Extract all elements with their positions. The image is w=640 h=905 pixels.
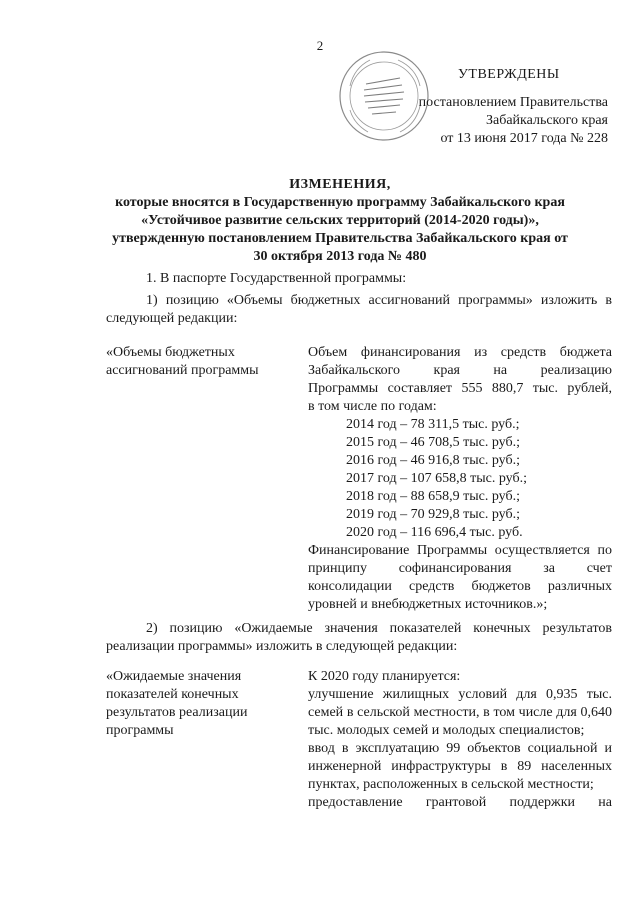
results-table-label [106, 668, 276, 740]
approval-line-3: от 13 июня 2017 года № 228 [440, 131, 608, 146]
budget-year-2017: 2017 год – 107 658,8 тыс. руб.; [346, 471, 527, 486]
approval-line-2: Забайкальского края [485, 113, 608, 128]
budget-intro-line-4: в том числе по годам: [308, 399, 437, 414]
budget-year-2015: 2015 год – 46 708,5 тыс. руб.; [346, 435, 520, 450]
budget-year-2020: 2020 год – 116 696,4 тыс. руб. [346, 525, 523, 540]
heading-title: ИЗМЕНЕНИЯ, [289, 177, 391, 192]
results-item-housing: улучшение жилищных условий для 0,935 тыс. семей в сельской местности, в том числе для 0,640 тыс. молодых семей и молодых специалистов; [308, 687, 612, 738]
budget-table-value [308, 344, 612, 614]
section1-para1: 1. В паспорте Государственной программы: [146, 271, 407, 286]
heading-line-1: которые вносятся в Государственную программу Забайкальского края [115, 195, 565, 210]
budget-financing-text: Финансирование Программы осуществляется по принципу софинансирования за счет консолидации средств бюджетов различных уровней и внебюджетных источников.»; [308, 543, 612, 612]
section1-para2: 1) позицию «Объемы бюджетных ассигнований программы» изложить в следующей редакции: [106, 293, 612, 326]
heading-line-4: 30 октября 2013 года № 480 [253, 249, 427, 264]
heading-line-2: «Устойчивое развитие сельских территорий (2014-2020 годы)», [141, 213, 539, 228]
page-number: 2 [316, 38, 324, 53]
results-label-line-1: «Ожидаемые значения [106, 669, 242, 684]
approved-label: УТВЕРЖДЕНЫ [458, 67, 560, 82]
results-item-grants: предоставление грантовой поддержки на [308, 795, 612, 810]
approval-block [396, 66, 636, 148]
budget-year-2019: 2019 год – 70 929,8 тыс. руб.; [346, 507, 520, 522]
budget-intro-line-3: Программы составляет 555 880,7 тыс. рублей, [308, 381, 612, 396]
results-label-line-2: показателей конечных [106, 687, 239, 702]
heading-line-3: утвержденную постановлением Правительства Забайкальского края от [112, 231, 568, 246]
approval-line-1: постановлением Правительства [418, 95, 608, 110]
section2-para: 2) позицию «Ожидаемые значения показателей конечных результатов реализации программы» изложить в следующей редакции: [106, 621, 612, 654]
budget-intro-line-2: Забайкальского края на реализацию [308, 363, 612, 378]
results-label-line-3: результатов реализации [106, 705, 248, 720]
document-heading [70, 176, 610, 266]
budget-year-2016: 2016 год – 46 916,8 тыс. руб.; [346, 453, 520, 468]
budget-intro-line-1: Объем финансирования из средств бюджета [308, 345, 612, 360]
budget-table-label: «Объемы бюджетных ассигнований программы [106, 345, 259, 378]
budget-year-2018: 2018 год – 88 658,9 тыс. руб.; [346, 489, 520, 504]
results-label-line-4: программы [106, 723, 174, 738]
budget-year-2014: 2014 год – 78 311,5 тыс. руб.; [346, 417, 520, 432]
results-intro: К 2020 году планируется: [308, 669, 461, 684]
results-table-value [308, 668, 612, 812]
results-item-infrastructure: ввод в эксплуатацию 99 объектов социальной и инженерной инфраструктуры в 89 населенных пунктах, расположенных в сельской местности; [308, 741, 612, 792]
